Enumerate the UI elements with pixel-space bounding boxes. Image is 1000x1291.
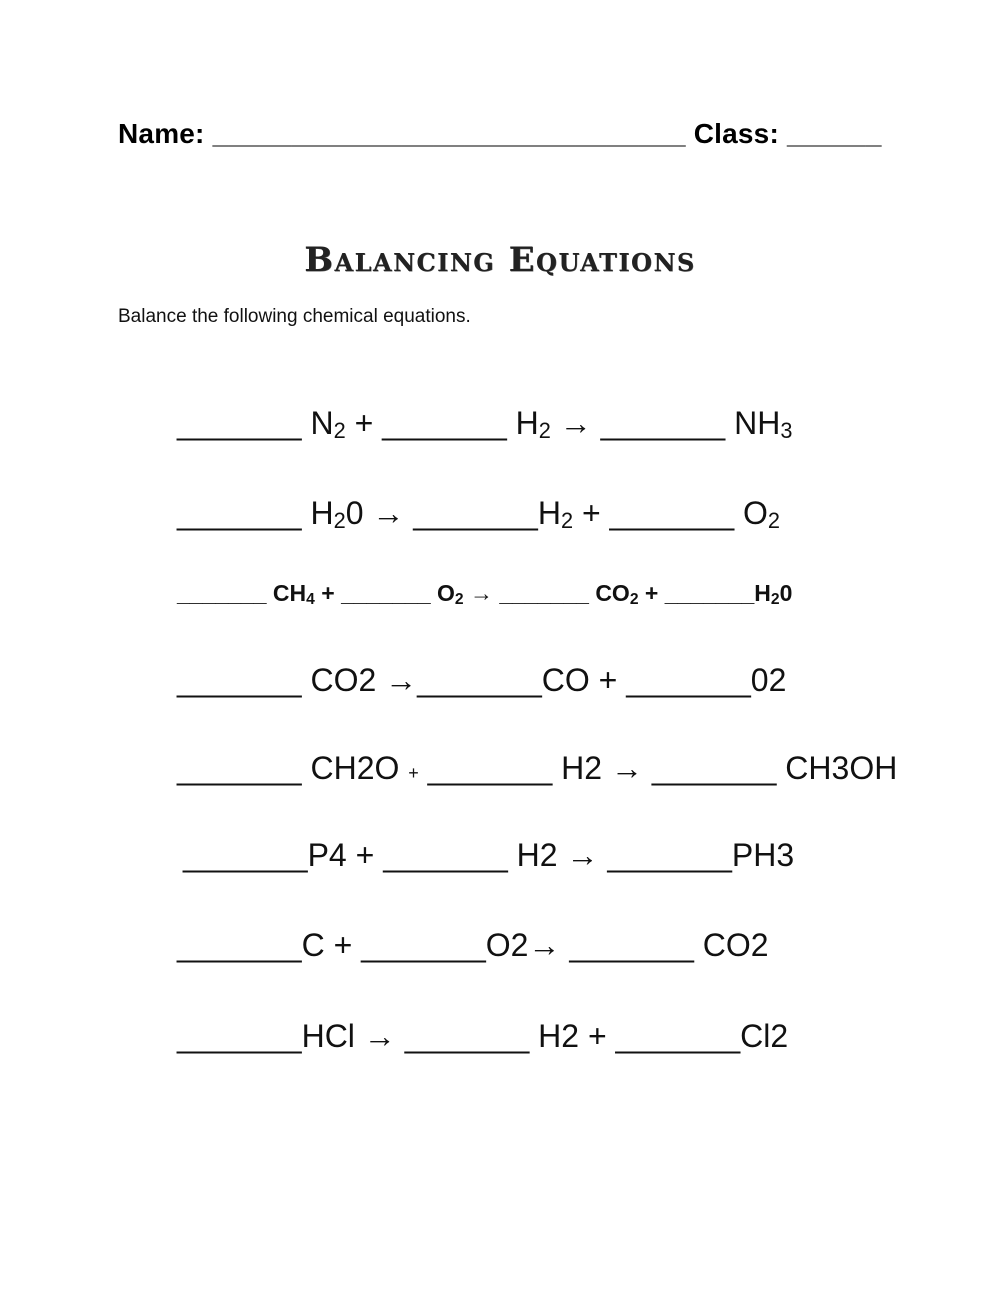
equation-2 xyxy=(177,495,780,532)
eq5-part-1: _______ CH2O xyxy=(177,750,409,786)
equation-8: _______HCl → _______ H2 + _______Cl2 xyxy=(177,1018,789,1054)
name-blank-line[interactable]: ______________________________ xyxy=(212,118,686,149)
eq5-plus: + xyxy=(408,763,419,783)
eq1-part-2: + _______ H xyxy=(345,405,539,441)
eq3-part-1: _______ CH xyxy=(177,580,307,606)
eq2-part-1: _______ H xyxy=(177,495,334,531)
eq1-sub-2: 2 xyxy=(538,417,551,443)
eq3-sub-2: 2 xyxy=(454,590,464,608)
eq3-sub-4: 2 xyxy=(770,590,780,608)
eq2-sub-2: 2 xyxy=(560,507,574,533)
eq3-part-2: + _______ O xyxy=(314,580,455,606)
name-label: Name: xyxy=(118,118,213,149)
eq3-sub-3: 2 xyxy=(629,590,639,608)
eq2-sub-3: 2 xyxy=(767,507,780,533)
eq5-part-2: _______ H2 → _______ CH3OH xyxy=(418,750,898,786)
equation-3 xyxy=(177,580,792,607)
eq1-sub-1: 2 xyxy=(333,417,346,443)
eq1-sub-3: 3 xyxy=(780,417,793,443)
eq1-part-3: → _______ NH xyxy=(550,405,781,441)
class-label: Class: xyxy=(685,118,787,149)
equation-7: _______C + _______O2→ _______ CO2 xyxy=(177,927,769,963)
equation-6: _______P4 + _______ H2 → _______PH3 xyxy=(183,837,795,873)
eq2-part-2: 0 → _______H xyxy=(345,495,561,531)
eq2-part-3: + _______ O xyxy=(573,495,768,531)
eq2-sub-1: 2 xyxy=(333,507,346,533)
eq3-part-4: + _______H xyxy=(638,580,771,606)
eq3-part-3: → _______ CO xyxy=(463,580,630,606)
class-blank-line[interactable]: ______ xyxy=(786,118,882,149)
eq3-sub-1: 4 xyxy=(306,590,315,608)
equation-1 xyxy=(177,405,792,442)
name-class-header xyxy=(118,118,882,150)
equation-4: _______ CO2 →_______CO + _______02 xyxy=(177,662,787,698)
eq1-part-1: _______ N xyxy=(177,405,334,441)
instructions-text: Balance the following chemical equations. xyxy=(118,306,471,327)
eq3-part-5: 0 xyxy=(779,580,793,606)
equation-5 xyxy=(177,750,897,787)
page-title: Balancing Equations xyxy=(304,240,696,280)
